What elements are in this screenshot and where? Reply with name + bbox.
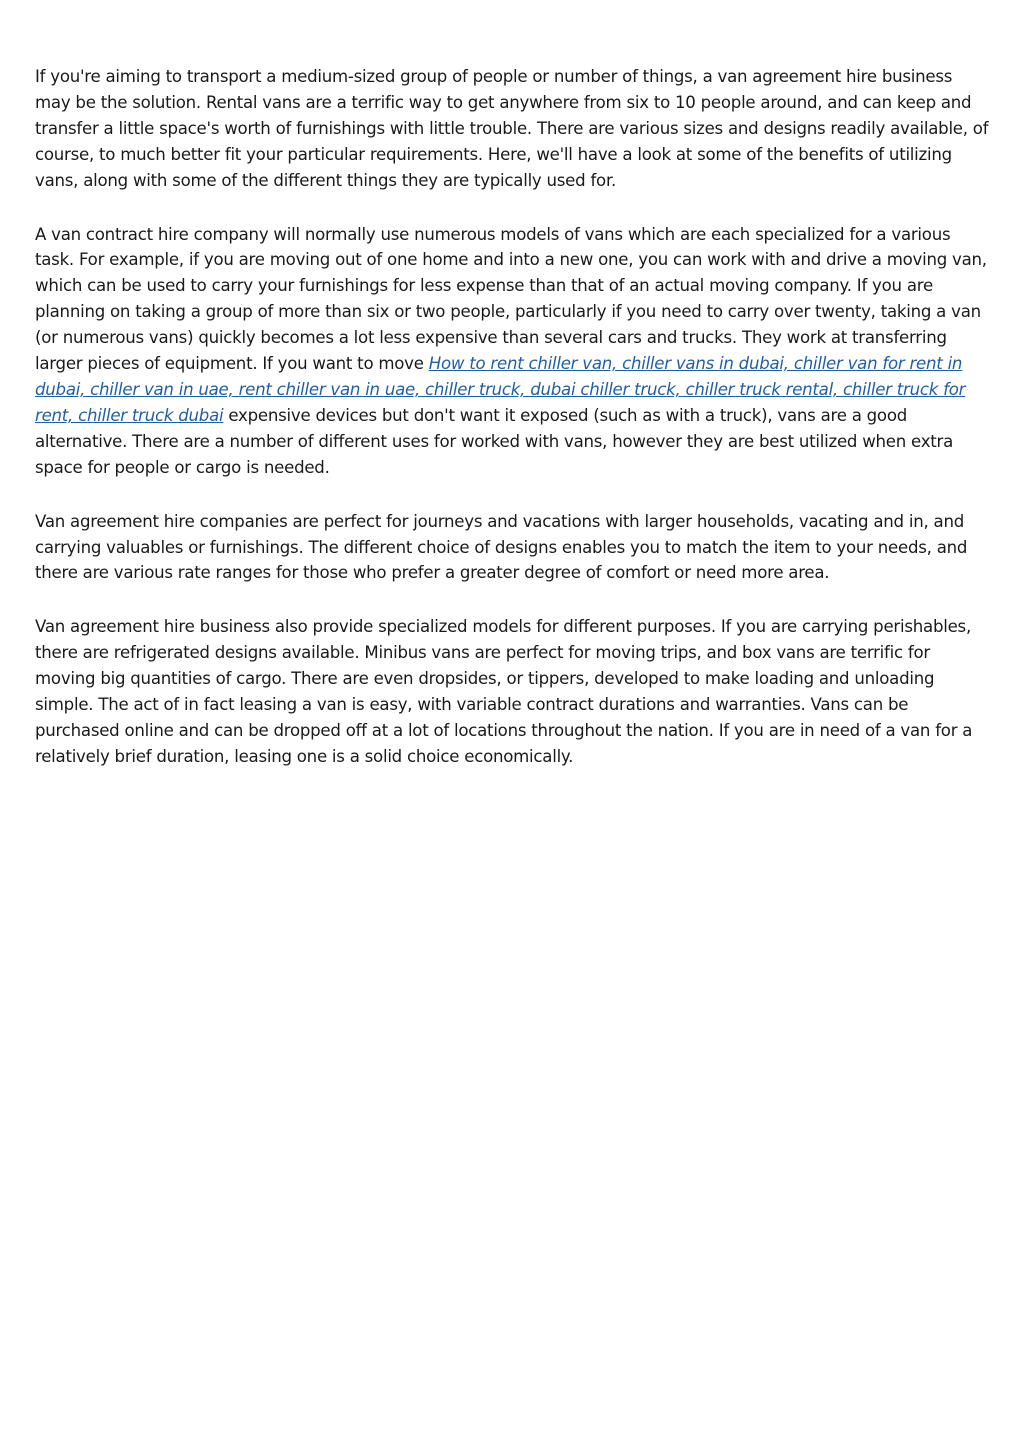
paragraph-journeys: Van agreement hire companies are perfect for journeys and vacations with larger households, vacating and in, and carrying valuables or furnishings. The different choice of designs enables you to match the item to your needs, and there are various rate ranges for those who prefer a greater degree of comfort or need more area. (35, 511, 968, 583)
paragraph-specialized-models: Van agreement hire business also provide specialized models for different purposes. If you are carrying perishables, there are refrigerated designs available. Minibus vans are perfect for moving trips, and box vans are terrific for moving big quantities of cargo. There are even dropsides, or tippers, developed to make loading and unloading simple. The act of in fact leasing a van is easy, with variable contract durations and warranties. Vans can be purchased online and can be dropped off at a lot of locations throughout the nation. If you are in need of a van for a relatively brief duration, leasing one is a solid choice economically. (35, 617, 973, 766)
paragraph-text-after-link: expensive devices but don't want it exposed (such as with a truck), vans are a good alternative. There are a number of different uses for worked with vans, however they are best utilized when extra space for people or cargo is needed. (35, 405, 954, 477)
paragraph-intro: If you're aiming to transport a medium-sized group of people or number of things, a van agreement hire business may be the solution. Rental vans are a terrific way to get anywhere from six to 10 people around, and can keep and transfer a little space's worth of furnishings with little trouble. There are various sizes and designs readily available, of course, to much better fit your particular requirements. Here, we'll have a look at some of the benefits of utilizing vans, along with some of the different things they are typically used for. (35, 67, 989, 190)
chiller-van-link[interactable]: How to rent chiller van, chiller vans in dubai, chiller van for rent in dubai, chiller van in uae, rent chiller van in uae, chiller truck, dubai chiller truck, chiller truck rental, chiller truck for rent, chiller truck dubai (35, 354, 966, 425)
document-body (35, 64, 991, 798)
paragraph-van-models (35, 222, 991, 481)
paragraph-text-before-link: A van contract hire company will normally use numerous models of vans which are each specialized for a various task. For example, if you are moving out of one home and into a new one, you can work with and drive a moving van, which can be used to carry your furnishings for less expense than that of an actual moving company. If you are planning on taking a group of more than six or two people, particularly if you need to carry over twenty, taking a van (or numerous vans) quickly becomes a lot less expensive than several cars and trucks. They work at transferring larger pieces of equipment. If you want to move (35, 224, 987, 374)
